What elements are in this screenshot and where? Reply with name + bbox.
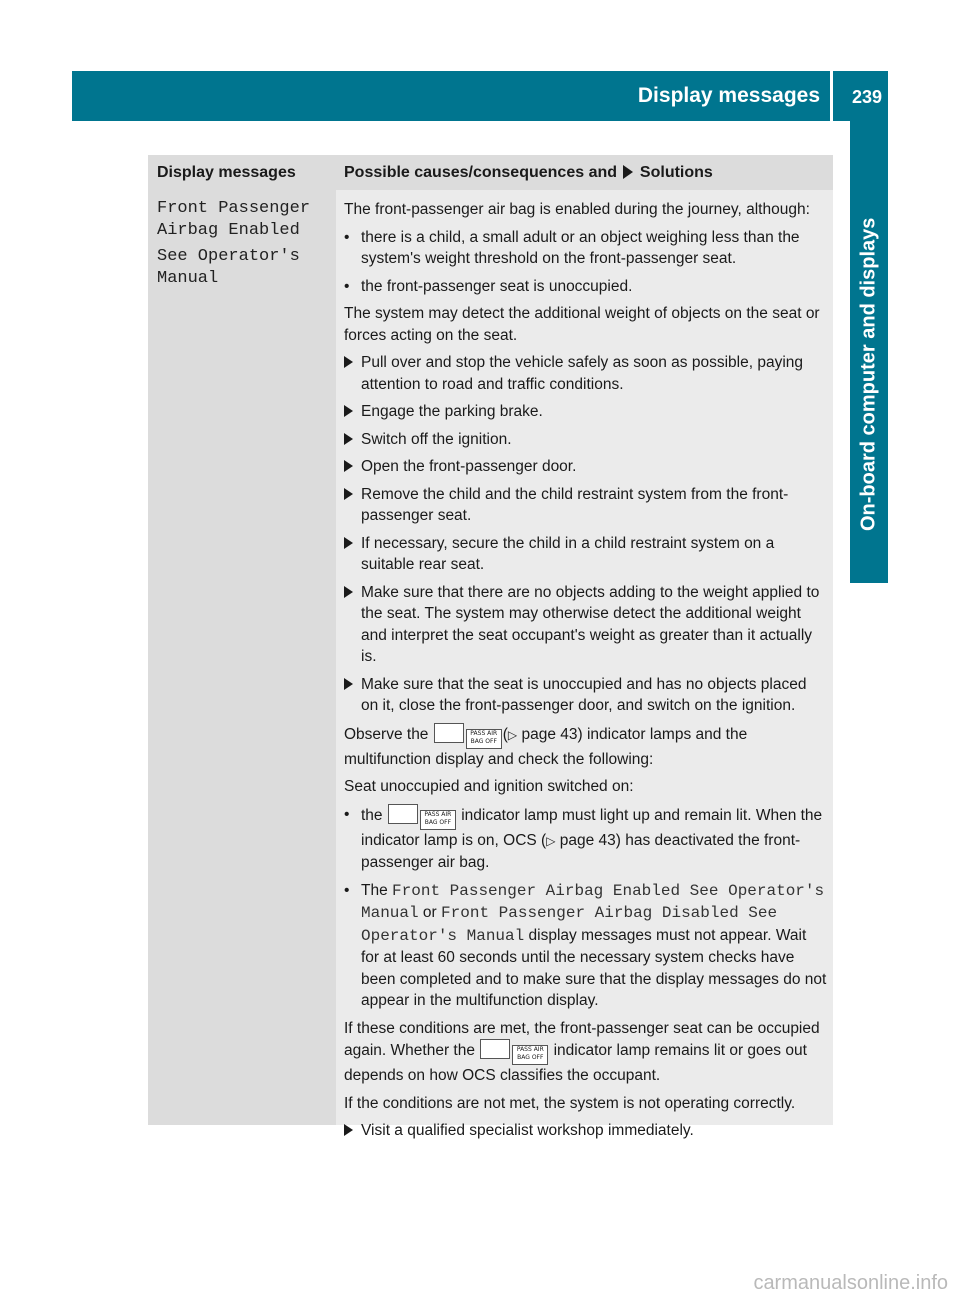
- step-item: If necessary, secure the child in a child restraint system on a suitable rear seat.: [344, 533, 827, 576]
- bullet-icon: •: [344, 228, 350, 246]
- step-item: Engage the parking brake.: [344, 401, 827, 423]
- message-cell: [148, 190, 336, 1125]
- triangle-right-icon: ▷: [507, 727, 518, 742]
- watermark: carmanualsonline.info: [753, 1272, 948, 1294]
- step-arrow-icon: [344, 484, 361, 527]
- pass-airbag-off-icon: PASS AIR BAG OFF: [466, 729, 502, 749]
- step-item: Open the front-passenger door.: [344, 456, 827, 478]
- step-arrow-icon: [344, 429, 361, 451]
- page-number: 239: [851, 87, 882, 107]
- child-seat-icon: [434, 723, 464, 743]
- bullet-icon: •: [344, 881, 350, 899]
- col-header-causes: Possible causes/consequences and Solutions: [344, 164, 713, 181]
- header-divider: [830, 71, 833, 121]
- step-arrow-icon: [344, 401, 361, 423]
- paragraph: The front-passenger air bag is enabled during the journey, although:: [344, 201, 810, 218]
- display-messages-table: [148, 155, 833, 1139]
- triangle-right-icon: ▷: [546, 833, 556, 848]
- side-tab-label: On-board computer and displays: [857, 217, 880, 531]
- child-seat-icon: [388, 804, 418, 824]
- bullet-icon: •: [344, 805, 350, 823]
- col-header-messages: Display messages: [157, 164, 296, 181]
- step-arrow-icon: [344, 456, 361, 478]
- list-item: • the front-passenger seat is unoccupied.: [344, 276, 827, 298]
- message-line: Manual: [157, 269, 219, 288]
- paragraph: Observe the PASS AIR BAG OFF (▷ page 43) indicator lamps and the multifunction display and check the following:: [344, 723, 827, 771]
- step-item: Switch off the ignition.: [344, 429, 827, 451]
- paragraph: The system may detect the additional weight of objects on the seat or forces acting on the seat.: [344, 305, 820, 344]
- list-item: • The Front Passenger Airbag Enabled See Operator's Manual or Front Passenger Airbag Disabled See Operator's Manual display messages must not appear. Wait for at least 60 seconds until the necessary system checks have been completed and to make sure that the display messages do not appear in the multifunction display.: [344, 880, 827, 1012]
- step-item: Visit a qualified specialist workshop immediately.: [344, 1120, 827, 1142]
- paragraph: If these conditions are met, the front-passenger seat can be occupied again. Whether the PASS AIR BAG OFF indicator lamp remains lit or goes out depends on how OCS classifies the occupant.: [344, 1019, 820, 1084]
- header-bar: [72, 71, 888, 121]
- message-line: See Operator's: [157, 247, 300, 266]
- step-item: Pull over and stop the vehicle safely as soon as possible, paying attention to road and traffic conditions.: [344, 352, 827, 395]
- step-arrow-icon: [344, 582, 361, 668]
- step-arrow-icon: [344, 533, 361, 576]
- step-item: Make sure that the seat is unoccupied and has no objects placed on it, close the front-passenger door, and switch on the ignition.: [344, 674, 827, 717]
- pass-airbag-off-icon: PASS AIR BAG OFF: [420, 810, 456, 830]
- child-seat-icon: [480, 1039, 510, 1059]
- solutions-cell: [336, 190, 833, 1139]
- message-line: Front Passenger: [157, 199, 311, 218]
- bullet-icon: •: [344, 277, 350, 295]
- step-arrow-icon: [344, 352, 361, 395]
- paragraph: If the conditions are not met, the system is not operating correctly.: [344, 1094, 796, 1112]
- message-line: Airbag Enabled: [157, 221, 300, 240]
- step-arrow-icon: [344, 674, 361, 717]
- step-arrow-icon: [344, 1120, 361, 1142]
- paragraph: Seat unoccupied and ignition switched on:: [344, 778, 634, 795]
- page-title: Display messages: [637, 84, 820, 107]
- step-item: Make sure that there are no objects adding to the weight applied to the seat. The system may otherwise detect the additional weight and interpret the seat occupant's weight as greater than it actually is.: [344, 582, 827, 668]
- side-tab-square: [850, 545, 888, 583]
- table-header-row: [148, 155, 833, 190]
- arrow-right-icon: [623, 165, 633, 179]
- table-row: [148, 190, 833, 1139]
- pass-airbag-off-icon: PASS AIR BAG OFF: [512, 1045, 548, 1065]
- list-item: • there is a child, a small adult or an object weighing less than the system's weight threshold on the front-passenger seat.: [344, 227, 827, 270]
- list-item: • the PASS AIR BAG OFF indicator lamp must light up and remain lit. When the indicator lamp is on, OCS (▷ page 43) has deactivated the front-passenger air bag.: [344, 804, 827, 874]
- step-item: Remove the child and the child restraint system from the front-passenger seat.: [344, 484, 827, 527]
